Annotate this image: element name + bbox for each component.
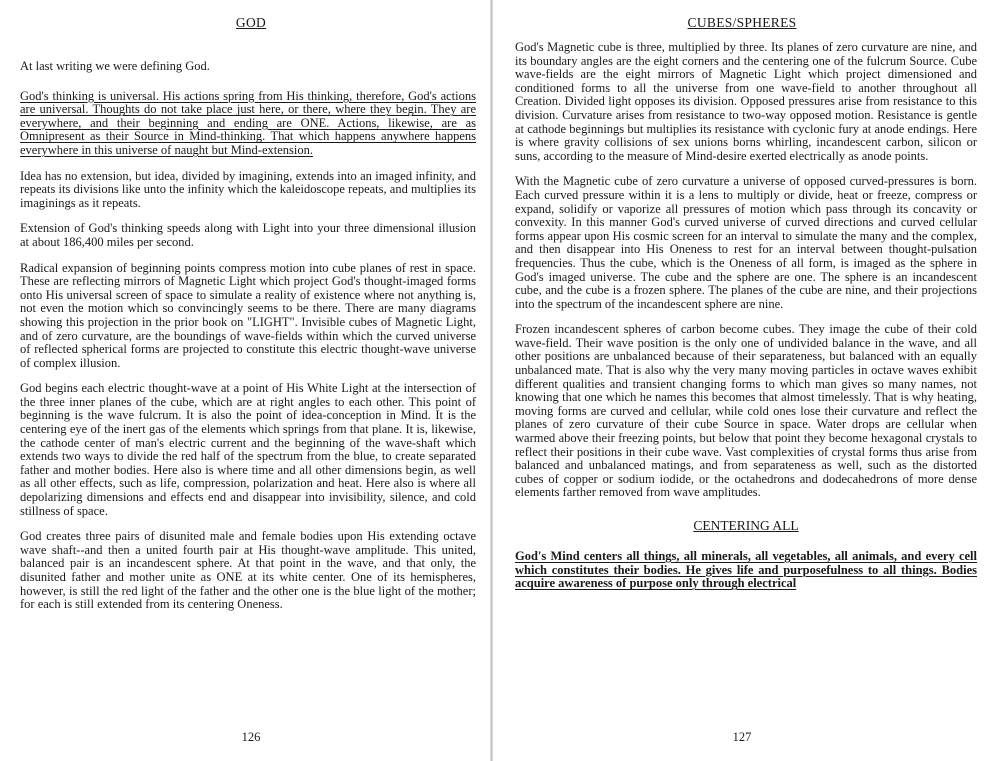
- left-page: [0, 0, 492, 761]
- paragraph: God's Magnetic cube is three, multiplied by three. Its planes of zero curvature are nine, and its boundary angles are the eight corners and the centering one of the fulcrum Source. Cube wave-fields are the eight mirrors of Magnetic Light which project dimensioned and conditioned forms to all the universe from one wave-field to another throughout all Creation. Divided light opposes its division. Opposed pressures arise from resistance to this division. Curvature arises from resistance to two-way opposed motion. Resistance is gentle at cathode beginnings but multiplies its resistance with cyclonic fury at anode endings. Here is where gravity collisions of sex unions borns whirling, incandescent carbon, silicon or suns, according to the measure of Mind-desire exerted electrically as anode points.: [515, 40, 977, 163]
- right-page-body: [515, 41, 977, 603]
- right-page: [493, 0, 991, 761]
- paragraph: God's Mind centers all things, all minerals, all vegetables, all animals, and every cell which constitutes their bodies. He gives life and purposefulness to all things. Bodies acquire awareness of purpose only through electrical: [515, 549, 977, 591]
- paragraph: Extension of God's thinking speeds along with Light into your three dimensional illusion at about 186,400 miles per second.: [20, 221, 476, 249]
- paragraph: Frozen incandescent spheres of carbon become cubes. They image the cube of their cold wave-field. Their wave position is the only one of undivided balance in the wave, and all other positions are unbalanced because of their separateness, but balanced with an equally unbalanced mate. That is also why the very many moving particles in octave waves exhibit different qualities and transient changing forms to which man gives so many names, not knowing that one which he names this becomes that almost timelessly. That is why heating, moving forms are curved and cellular, while cold ones lose their curvature and reflect the planes of zero curvature of their cube Source in space. Water drops are cellular when warmed above their freezing points, but below that point they become hexagonal crystals to reflect their positions in their cube wave. Vast complexities of crystal forms thus arise from balanced and unbalanced matings, and from separateness as well, such as the distorted cubes of copper or sodium iodide, or the octahedrons and dodecahedrons of more dense elements farther removed from wave amplitudes.: [515, 322, 977, 500]
- left-page-body: [20, 60, 476, 624]
- paragraph: Idea has no extension, but idea, divided by imagining, extends into an imaged infinity, and repeats its divisions like unto the infinity which the kaleidoscope repeats, and multiplies its imaginings as it repeats.: [20, 168, 476, 210]
- right-page-number: 127: [732, 730, 752, 744]
- left-page-header: GOD: [235, 15, 267, 30]
- right-page-header: CUBES/SPHERES: [687, 15, 797, 30]
- paragraph: God begins each electric thought-wave at a point of His White Light at the intersection of the three inner planes of the cube, which are at right angles to each other. This point of beginning is the wave fulcrum. It is also the point of idea-conception in Mind. It is the centering eye of the inert gas of the elements which springs from that plane. It is, likewise, the cathode center of man's electric current and the beginning of the wave-shaft which extends two ways to divide the red half of the spectrum from the blue, to create separated father and mother bodies. Here also is where time and all other dimensions begin, as well as all other effects, such as life, compression, polarization and heat. Here also is where all depolarizing dimensions and effects end and disappear into invisibility, silence, and cold stillness of space.: [20, 381, 476, 518]
- paragraph: Radical expansion of beginning points compress motion into cube planes of rest in space. These are reflecting mirrors of Magnetic Light which project God's thought-imaged forms onto His universal screen of space to simulate a reality of existence where not anything is, not even the motion which so convincingly seems to be there. There are many diagrams showing this projection in the prior book on "LIGHT". Invisible cubes of Magnetic Light, and of zero curvature, are the boundings of wave-fields within which the curved universe of reflected spherical forms are projected to constitute this electric thought-wave universe of complex illusion.: [20, 260, 476, 370]
- section-heading: CENTERING ALL: [693, 518, 799, 533]
- paragraph: With the Magnetic cube of zero curvature a universe of opposed curved-pressures is born. Each curved pressure within it is a lens to multiply or divide, heat or freeze, compress or expand, solidify or vaporize all pressures of motion which pass through its concavity or convexity. In this manner God's curved universe of curved directions and curved cellular forms appear upon His cosmic screen for an interval to simulate the many and the complex, and then disappear into His Oneness to rest for an interval between thought-pulsation frequencies. Thus the cube, which is the Oneness of all form, is imaged as the sphere in God's imaged universe. The cube and the sphere are one. The sphere is an incandescent cube, and the cube is a frozen sphere. The planes of the cube are nine, and their projections into the spectrum of the incandescent sphere are nine.: [515, 174, 977, 311]
- paragraph: God's thinking is universal. His actions spring from His thinking, therefore, God's actions are universal. Thoughts do not take place just here, or there, where they begin. They are everywhere, and their beginning and ending are ONE. Actions, likewise, are as Omnipresent as their Source in Mind-thinking. That which happens anywhere happens everywhere in this universe of naught but Mind-extension.: [20, 88, 476, 157]
- left-page-number: 126: [241, 730, 261, 744]
- paragraph: At last writing we were defining God.: [20, 59, 210, 73]
- paragraph: God creates three pairs of disunited male and female bodies upon His extending octave wave shaft--and then a united fourth pair at His thought-wave amplitude. This united, balanced pair is an incandescent sphere. At that point in the wave, and that only, the disunited father and mother unite as ONE at its white center. One of its hemispheres, however, is still the red light of the father and the other one is the blue light of the mother; for each is still extended from its centering Oneness.: [20, 529, 476, 612]
